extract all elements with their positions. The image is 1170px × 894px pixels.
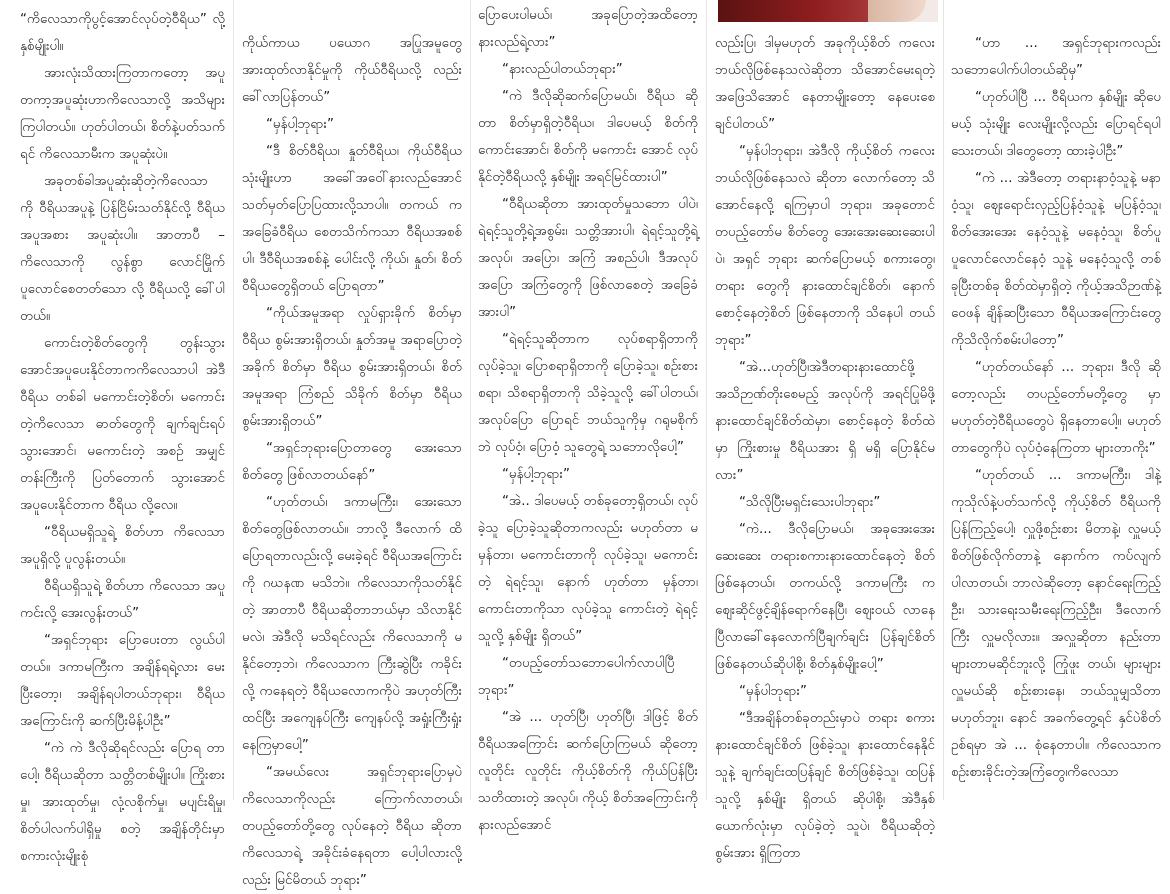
paragraph: “ကဲ ဒီလိုဆိုဆက်ပြောမယ်၊ ဝီရိယ ဆိုတာ စိတ်မှာရှိတဲ့ဝီရိယ၊ ဒါပေမယ့် စိတ်ကိုကောင်းအောင်၊ စိတ်ကို မကောင်း အောင် လုပ်နိုင်တဲ့ဝီရိယလို့ နှစ်မျိုး အရင်မြင်ထားပါ”	[478, 89, 698, 185]
text-column-1	[20, 6, 225, 864]
paragraph: “မှန်ပါဘုရား”	[739, 684, 807, 699]
text-column-4	[715, 30, 935, 861]
paragraph: “မှန်ပါ့ဘုရား”	[266, 117, 334, 132]
paragraph: “အဲ...ဟုတ်ပြီ၊အဲဒီတရားနားထောင်ဖို့ အသိဉာဏ်တိုးစေမည့် အလုပ်ကို အရင်ပြုမိဖို့ နားထောင်ချင်စိတ်ထဲမှာ၊ စောင့်နေတဲ့ စိတ်ထဲမှာ ကြိုးစားမှု ဝီရိယအား ရှိ မရှိ ပြောနိုင်မလား”	[715, 360, 935, 483]
paragraph: “နားလည်ပါတယ်ဘုရား”	[502, 62, 623, 77]
paragraph: “အရှင်ဘုရား ပြောပေးတာ လွယ်ပါ တယ်။ ဒကာမကြီးက အချိန်ရရဲ့လား မေးပြီးတော့၊ အချိန်ရပါတယ်ဘုရား၊ ဝီရိယအကြောင်းကို ဆက်ပြီးမိန့်ပါဦး”	[20, 633, 225, 729]
column-divider	[470, 0, 471, 800]
paragraph: “ဝီရိယမရှိသူရဲ့ စိတ်ဟာ ကိလေသာ အပူရှိလို့ ပူလွန်းတယ်။	[20, 525, 225, 567]
paragraph: ပြောပေးပါမယ်၊ အခုပြောတဲ့အထိတော့ နားလည်ရဲ့လား”	[478, 8, 698, 50]
paragraph: “ရဲရင့်သူဆိုတာက လုပ်စရာရှိတာကို လုပ်ခဲ့သူ၊ ပြောစရာရှိတာကို ပြောခဲ့သူ၊ စဉ်းစားစရာ၊ သိစရာရှိတာကို သိခဲ့သူလို့ ခေါ်ပါတယ်၊ အလုပ်ပြော ပြောရင် ဘယ်သူကိုမှ ဂရုမစိုက်ဘဲ လုပ်ဝံ့၊ ပြောဝံ့ သူတွေရဲ့ သဘောလိုပေါ့”	[478, 332, 698, 455]
text-column-2	[242, 30, 462, 888]
figure-shape	[868, 0, 926, 22]
paragraph: “ဝီရိယဆိုတာ အားထုတ်မှုသဘော ပါပဲ၊ ရဲရင့်သူတို့ရဲ့အစွမ်း၊ သတ္တိအားပါ၊ ရဲရင့်သူတို့ရဲ့ အလုပ်၊ အပြော၊ အကြံ အစည်ပါ၊ ဒီအလုပ် အပြော အကြံတွေကို ဖြစ်လာစေတဲ့ အခြေခံအားပါ”	[478, 197, 698, 320]
column-divider	[706, 0, 707, 800]
paragraph: “အမယ်လေး အရှင်ဘုရားပြောမှပဲ ကိလေသာကိုလည်း ကြောက်လာတယ်၊ တပည့်တော်တို့တွေ လုပ်နေတဲ့ ဝီရိယ ဆိုတာ ကိလေသာရဲ့ အခိုင်းခံနေရတာ ပေါ့ပါလားလို့လည်း မြင်မိတယ် ဘုရား”	[242, 765, 462, 888]
paragraph: အားလုံးသိထားကြတာကတော့ အပူတကာ့အပူဆုံးဟာကိလေသာလို့ အသိများကြပါတယ်။ ဟုတ်ပါတယ်၊ စိတ်နဲ့ပတ်သက်ရင် ကိလေသာမီးက အပူဆုံးပဲ။	[20, 66, 225, 162]
paragraph: အခုတစ်ခါအပူဆုံးဆိုတဲ့ကိလေသာ ကို ဝီရိယအပူနဲ့ ပြန်ငြိမ်းသတ်နိုင်လို့ ဝီရိယအပူအစား အပူဆုံးပါ။ အာတာပီ – ကိလေသာကို လွန်စွာ လောင်မြိုက် ပူလောင်စေတတ်သော လို့ ဝီရိယလို့ ခေါ်ပါတယ်။	[20, 174, 225, 324]
paragraph: ကောင်းတဲ့စိတ်တွေကို တွန်းသွား အောင်အပူပေးနိုင်တာကကိလေသာပါ အဲဒီဝီရိယ တစ်ခါ မကောင်းတဲ့စိတ်၊ မကောင်းတဲ့ကိလေသာ ဓာတ်တွေကို ချက်ချင်းရပ်သွားအောင်၊ မကောင်းတဲ့ အစဉ် အမျှင်တန်းကြီးကို ပြတ်တောက် သွားအောင် အပူပေးနိုင်တာက ဝီရိယ လို့လေ။	[20, 336, 225, 513]
paragraph: ဝီရိယရှိသူရဲ့ စိတ်ဟာ ကိလေသာ အပူကင်းလို့ အေးလွန်းတယ်”	[20, 579, 225, 621]
paragraph: “ဟုတ်တယ်၊ ဒကာမကြီး၊ အေးသော စိတ်တွေဖြစ်လာတယ်။ ဘာလို့ ဒီလောက် ထိ ပြောရတာလည်းလို့ မေးခဲ့ရင် ဝီရိယအကြောင်းကို ဂဃနဏ မသိဘဲ။ ကိလေသာကိုသတ်နိုင်တဲ့ အာတာပီ ဝီရိယဆိုတာဘယ်မှာ သိလာနိုင်မလဲ၊ အဲဒီလို မသိရင်လည်း ကိလေသာကို မနိုင်တော့ဘဲ၊ ကိလေသာက ကြီးဆွဲပြီး ကခိုင်းလို့ ကနေရတဲ့ ဝီရိယလောကကိုပဲ အဟုတ်ကြီးထင်ပြီး အကျေနပ်ကြီး ကျေနပ်လို့ အရှုံးကြီးရှုံးနေကြမှာပေါ့”	[242, 495, 462, 753]
paragraph: လည်းပြ၊ ဒါမှမဟုတ် အခုကိုယ့်စိတ် ကလေး ဘယ်လိုဖြစ်နေသလဲဆိုတာ သိအောင်မေးရတဲ့ အဖြေသိအောင် နေတာမျိုးတော့ နေပေးစေချင်ပါတယ်”	[715, 36, 935, 132]
paragraph: “အရှင်ဘုရားပြောတာတွေ အေးသော စိတ်တွေ ဖြစ်လာတယ်နော်”	[242, 441, 462, 483]
robe-shape	[718, 0, 878, 22]
paragraph: “မှန်ပါ့ဘုရား”	[502, 467, 570, 482]
paragraph: “ကိုယ်အမူအရာ လှုပ်ရှားခိုက် စိတ်မှာ ဝီရိယ စွမ်းအားရှိတယ်၊ နှုတ်အမူ အရာပြောတဲ့အခိုက် စိတ်မှာ ဝီရိယ စွမ်းအားရှိတယ်၊ စိတ်အမူအရာ ကြံစည် သိခိုက် စိတ်မှာ ဝီရိယစွမ်းအားရှိတယ်”	[242, 306, 462, 429]
paragraph: “မှန်ပါဘုရား၊ အဲဒီလို ကိုယ့်စိတ် ကလေး ဘယ်လိုဖြစ်နေသလဲ ဆိုတာ လောက်တော့ သိအောင်နေလို့ ရကြမှာပါ ဘုရား၊ အခုတောင် တပည့်တော်မ စိတ်တွေ အေးအေးဆေးဆေးပါပဲ၊ အရှင် ဘုရား ဆက်ပြောမယ့် စကားတွေ၊ တရား တွေကို နားထောင်ချင်စိတ်၊ နောက် စောင့်နေတဲ့စိတ် ဖြစ်နေတာကို သိနေပါ တယ်ဘုရား”	[715, 144, 935, 348]
monk-photo	[718, 0, 938, 22]
column-divider	[233, 0, 234, 800]
paragraph: “ဟာ ... အရှင်ဘုရားကလည်း သဘောပေါက်ပါတယ်ဆိုမှ”	[951, 36, 1161, 78]
paragraph: “အဲ.. ဒါပေမယ့် တစ်ခုတော့ရှိတယ်၊ လုပ်ခဲ့သူ ပြောခဲ့သူဆိုတာကလည်း မဟုတ်တာ မမှန်တာ၊ မကောင်းတာကို လုပ်ခဲ့သူ၊ မကောင်းတဲ့ ရဲရင့်သူ၊ နောက် ဟုတ်တာ မှန်တာ၊ ကောင်းတာကိုသာ လုပ်ခဲ့သူ ကောင်းတဲ့ ရဲရင့်သူလို့ နှစ်မျိုး ရှိတယ်”	[478, 494, 698, 644]
paragraph: “ဟုတ်တယ်နော် ... ဘုရား၊ ဒီလို ဆိုတော့လည်း တပည့်တော်မတို့တွေ မှာ မဟုတ်တဲ့ဝီရိယတွေပဲ ရှိနေတာပေါ့။ မဟုတ်တာတွေကိုပဲ လုပ်ဝံ့နေကြတာ များတာကိုး”	[951, 360, 1161, 456]
paragraph: “ကဲ... ဒီလိုပြောမယ်၊ အခုအေးအေး ဆေးဆေး တရားစကားနားထောင်နေတဲ့ စိတ်ဖြစ်နေတယ်၊ တကယ်လို့ ဒကာမကြီး က ဈေးဆိုင်ဖွင့်ချိန်ရောက်နေပြီ၊ ဈေးဝယ် လာနေပြီလာခေါ်နေလောက်ပြီချက်ချင်း ပြန်ချင်စိတ် ဖြစ်နေတယ်ဆိုပါစို့၊ စိတ်နှစ်မျိုးပေါ့”	[715, 522, 935, 672]
paragraph: “သိလိုပြီးမရှင်းသေးပါဘုရား”	[739, 495, 881, 510]
paragraph: “ဟုတ်တယ် ... ဒကာမကြီး၊ ဒါနဲ့ ကုသိုလ်နဲ့ပတ်သက်လို့ ကိုယ့်စိတ် ဝီရိယကို ပြန်ကြည့်ပေါ့၊ လှူဖို့စဉ်းစား မိတာနဲ့၊ လှူမယ့်စိတ်ဖြစ်လိုက်တာနဲ့ နောက်က ကပ်လျက်ပါလာတယ်၊ ဘာလဲဆိုတော့ နောင်ရေးကြည့်ဦး၊ သားရေးသမီးရေးကြည့်ဦး၊ ဒီလောက် ကြီး လှူမလိုလား။ အလှူဆိုတာ နည်းတာ များတာမဆိုင်ဘူးလို့ ကြုံဖူး တယ်၊ များများလှူမယ်ဆို စဉ်းစားနေ၊ ဘယ်သူမျှသိတာ မဟုတ်ဘူး၊ နောင် အခက်တွေ့ရင် နှင်ပဲစိတ်ဥစ်ရမှာ အဲ ... စုံနေတာပါ။ ကိလေသာက စဉ်းစားခိုင်းတဲ့အကြံတွေ၊ကိလေသာ	[951, 468, 1161, 780]
paragraph: “ကိလေသာကိုပွင့်အောင်လုပ်တဲ့ဝီရိယ” လို့ နှစ်မျိုးပါ။	[20, 12, 225, 54]
paragraph: “အဲ ... ဟုတ်ပြီ၊ ဟုတ်ပြီ၊ ဒါဖြင့် စိတ်ဝီရိယအကြောင်း ဆက်ပြောကြမယ် ဆိုတော့ လူတိုင်း လူတိုင်း ကိုယ့်စိတ်ကို ကိုယ်ပြန်ပြီး သတိထားတဲ့ အလုပ်၊ ကိုယ့် စိတ်အကြောင်းကို နားလည်အောင်	[478, 710, 698, 833]
paragraph: “တပည့်တော်သဘောပေါက်လာပါပြီ ဘုရား”	[478, 656, 675, 698]
paragraph: “ဒီအချိန်တစ်ခုတည်းမှာပဲ တရား စကား နားထောင်ချင်စိတ် ဖြစ်ခဲ့သူ၊ နားထောင်နေနိုင်သူနဲ့ ချက်ချင်းထပြန်ချင် စိတ်ဖြစ်ခဲ့သူ၊ ထပြန်သူလို့ နှစ်မျိုး ရှိတယ် ဆိုပါစို့၊ အဲဒီနှစ်ယောက်လုံးမှာ လုပ်ခဲ့တဲ့ သူပဲ၊ ဝီရိယဆိုတဲ့ စွမ်းအား ရှိကြတာ	[715, 711, 935, 861]
text-column-3	[478, 2, 698, 833]
paragraph: “ကဲ ကဲ ဒီလိုဆိုရင်လည်း ပြောရ တာပေါ့၊ ဝီရိယဆိုတာ သတ္တိတစ်မျိုးပါ။ ကြိုးစားမှု၊ အားထုတ်မှု၊ လုံ့လစိုက်မှု၊ မပျင်းရိမှု၊ စိတ်ပါလက်ပါရှိမှု စတဲ့ အချိန်တိုင်းမှာ စကားလုံးမျိုးစုံ	[20, 741, 225, 864]
column-divider	[943, 0, 944, 800]
paragraph: “ကဲ ... အဲဒီတော့ တရားနာဝံ့သူနဲ့ မနာဝံ့သူ၊ ဈေးရောင်းလှည့်ပြန်ဝံ့သူနဲ့ မပြန်ဝံ့သူ၊ စိတ်အေးအေး နေဝံ့သူနဲ့ မနေဝံ့သူ၊ စိတ်ပူပူလောင်လောင်နေဝံ့ သူနဲ့ မနေဝံ့သူလို့ တစ်ခုပြီးတစ်ခု စိတ်ထဲမှာရှိတဲ့ ကိုယ့်အသိဉာဏ်နဲ့ ဝေဖန် ချိန်ဆပြီးသော ဝီရိယအကြောင်းတွေ ကိုသိလိုက်စမ်းပါတော့”	[951, 171, 1161, 348]
text-column-5	[951, 30, 1161, 830]
paragraph: “ဒီ စိတ်ဝီရိယ၊ နှုတ်ဝီရိယ၊ ကိုယ်ဝီရိယ သုံးမျိုးဟာ အခေါ်အဝေါ်နားလည်အောင် သတ်မှတ်ပြောပြထားလို့သာပါ။ တကယ် က အခြေခံဝီရိယ စေတသိက်ကသာ ဝီရိယအစစ်ပါ၊ ဒီဝီရိယအစစ်နဲ့ ပေါင်းလို့ ကိုယ်၊ နှုတ်၊ စိတ်ဝီရိယတွေရှိတယ် ပြောရတာ”	[242, 144, 462, 294]
paragraph: “ဟုတ်ပါပြီ ... ဝီရိယက နှစ်မျိုး ဆိုပေမယ့် သုံးမျိုး လေးမျိုးလို့လည်း ပြောရင်ရပါသေးတယ်၊ ဒါတွေတော့ ထားခဲ့ပါဦး”	[951, 90, 1161, 159]
paragraph: ကိုယ်ကာယ ပယောဂ အပြုအမူတွေ အားထုတ်လာနိုင်မှုကို ကိုယ်ဝီရိယလို့ လည်း ခေါ်လာပြန်တယ်”	[242, 36, 462, 105]
